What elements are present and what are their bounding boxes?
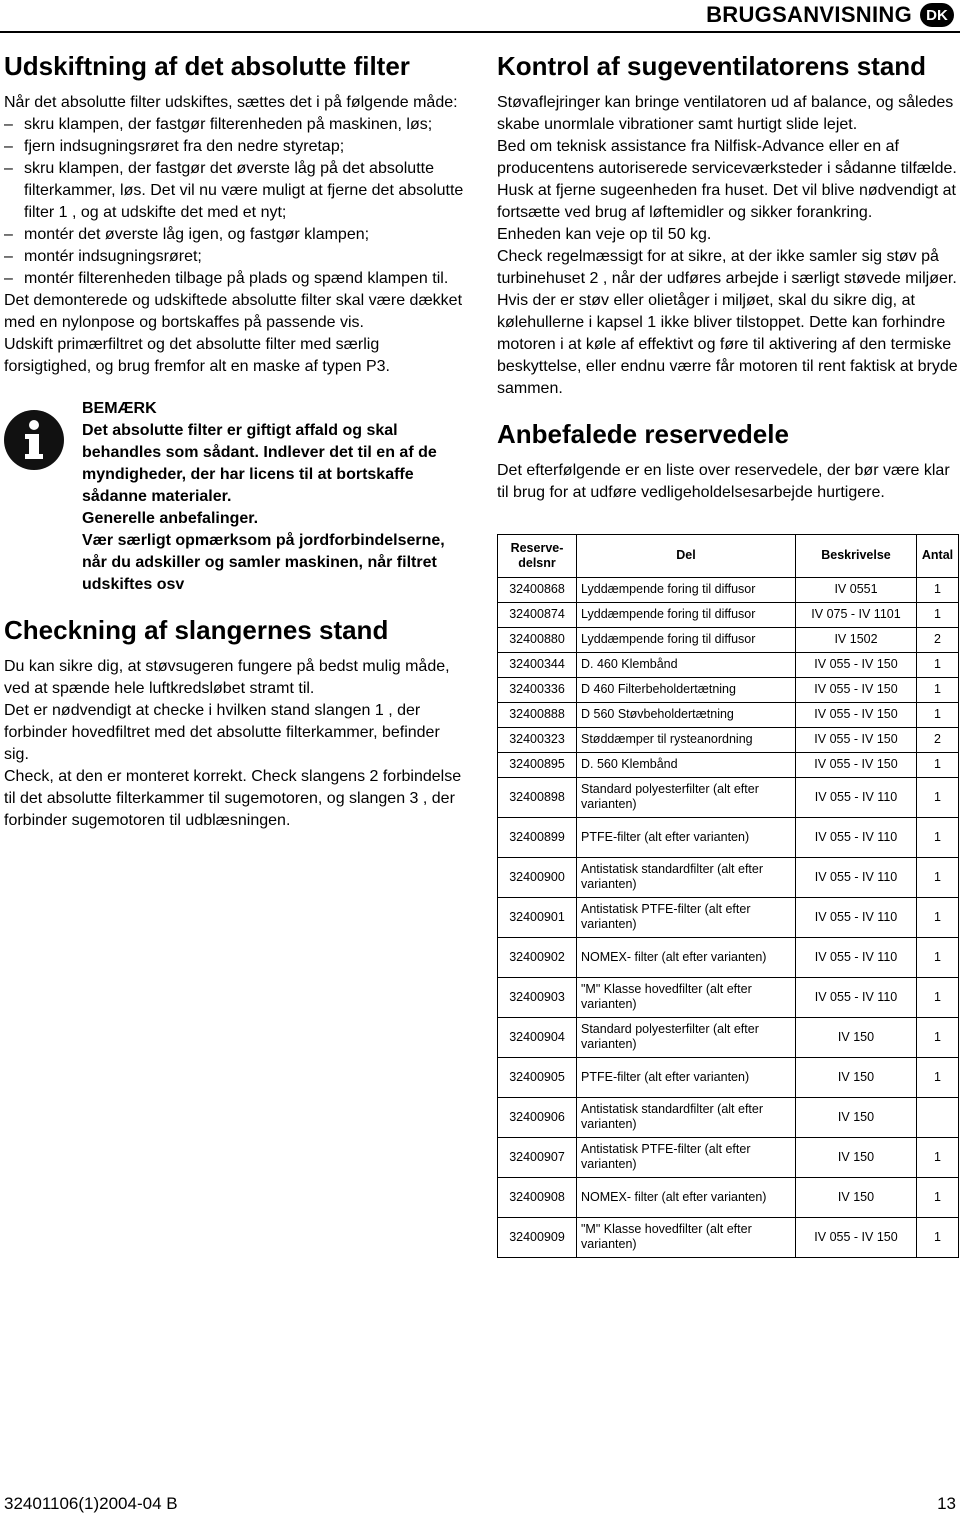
section-title-spare-parts: Anbefalede reservedele bbox=[497, 418, 789, 449]
table-row bbox=[498, 777, 959, 817]
part-name-cell: Lyddæmpende foring til diffusor bbox=[577, 627, 796, 652]
quantity-cell: 1 bbox=[917, 752, 959, 777]
list-item: – skru klampen, der fastgør filterenheden på maskinen, løs; bbox=[4, 114, 466, 136]
fan-text: Husk at fjerne sugeenheden fra huset. Det vil blive nødvendigt at fortsætte ved brug af løftemidler og sikker forankring. bbox=[497, 181, 956, 221]
part-name-cell: NOMEX- filter (alt efter varianten) bbox=[577, 1177, 796, 1217]
description-cell: IV 150 bbox=[796, 1177, 917, 1217]
quantity-cell: 1 bbox=[917, 1057, 959, 1097]
part-number-cell: 32400895 bbox=[498, 752, 577, 777]
description-cell: IV 0551 bbox=[796, 577, 917, 602]
part-number-cell: 32400323 bbox=[498, 727, 577, 752]
description-cell: IV 055 - IV 150 bbox=[796, 702, 917, 727]
table-row bbox=[498, 1017, 959, 1057]
quantity-cell: 1 bbox=[917, 777, 959, 817]
filter-mask-text: Udskift primærfiltret og det absolutte filter med særlig forsigtighed, og brug fremfor alt en maske af typen P3. bbox=[4, 335, 390, 375]
part-name-cell: NOMEX- filter (alt efter varianten) bbox=[577, 937, 796, 977]
quantity-cell: 1 bbox=[917, 1177, 959, 1217]
note-text bbox=[82, 398, 466, 596]
spare-parts-intro: Det efterfølgende er en liste over reservedele, der bør være klar til brug for at udføre vedligeholdelsesarbejde hurtigere. bbox=[497, 461, 950, 501]
part-name-cell: D 560 Støvbeholdertætning bbox=[577, 702, 796, 727]
part-name-cell: Antistatisk PTFE-filter (alt efter varianten) bbox=[577, 897, 796, 937]
list-item: – skru klampen, der fastgør det øverste låg på det absolutte filterkammer, løs. Det vil nu være muligt at fjerne det absolutte filter 1 , og at udskifte det med et nyt; bbox=[4, 158, 466, 224]
section-title-fan: Kontrol af sugeventilatorens stand bbox=[497, 51, 927, 81]
quantity-cell: 1 bbox=[917, 1217, 959, 1257]
part-name-cell: Lyddæmpende foring til diffusor bbox=[577, 577, 796, 602]
page-number: 13 bbox=[937, 1494, 956, 1513]
spare-parts-table bbox=[497, 534, 959, 1258]
table-row bbox=[498, 897, 959, 937]
table-row bbox=[498, 977, 959, 1017]
fan-text: Check regelmæssigt for at sikre, at der ikke samler sig støv på turbinehuset 2 , når der udføres arbejde i særligt støvede miljøer. bbox=[497, 247, 957, 287]
part-number-cell: 32400899 bbox=[498, 817, 577, 857]
quantity-cell: 1 bbox=[917, 977, 959, 1017]
description-cell: IV 055 - IV 150 bbox=[796, 652, 917, 677]
quantity-cell: 1 bbox=[917, 577, 959, 602]
description-cell: IV 055 - IV 110 bbox=[796, 857, 917, 897]
part-number-cell: 32400907 bbox=[498, 1137, 577, 1177]
language-badge: DK bbox=[920, 3, 954, 27]
part-name-cell: D. 460 Klembånd bbox=[577, 652, 796, 677]
description-cell: IV 055 - IV 150 bbox=[796, 727, 917, 752]
description-cell: IV 055 - IV 150 bbox=[796, 1217, 917, 1257]
table-row bbox=[498, 677, 959, 702]
note-line: Generelle anbefalinger. bbox=[82, 509, 259, 527]
part-number-cell: 32400903 bbox=[498, 977, 577, 1017]
quantity-cell: 1 bbox=[917, 857, 959, 897]
part-number-cell: 32400344 bbox=[498, 652, 577, 677]
description-cell: IV 150 bbox=[796, 1057, 917, 1097]
column-header-quantity: Antal bbox=[917, 534, 959, 577]
part-number-cell: 32400908 bbox=[498, 1177, 577, 1217]
table-row bbox=[498, 1097, 959, 1137]
table-row bbox=[498, 602, 959, 627]
page-header bbox=[706, 0, 960, 30]
list-item: – montér det øverste låg igen, og fastgør klampen; bbox=[4, 224, 466, 246]
part-name-cell: Standard polyesterfilter (alt efter varianten) bbox=[577, 1017, 796, 1057]
description-cell: IV 150 bbox=[796, 1017, 917, 1057]
note-line: Det absolutte filter er giftigt affald og skal behandles som sådant. Indlever det til en af de myndigheder, der har licens til at bortskaffe sådanne materialer. bbox=[82, 421, 437, 505]
part-number-cell: 32400880 bbox=[498, 627, 577, 652]
table-row bbox=[498, 577, 959, 602]
spare-parts-rows bbox=[498, 577, 959, 1257]
list-item: – montér filterenheden tilbage på plads og spænd klampen til. bbox=[4, 268, 466, 290]
table-row bbox=[498, 937, 959, 977]
part-name-cell: D 460 Filterbeholdertætning bbox=[577, 677, 796, 702]
fan-text: Støvaflejringer kan bringe ventilatoren ud af balance, og således skabe unormlale vibrationer samt hurtigt slide lejet. bbox=[497, 93, 954, 133]
part-name-cell: PTFE-filter (alt efter varianten) bbox=[577, 817, 796, 857]
table-row bbox=[498, 727, 959, 752]
part-name-cell: "M" Klasse hovedfilter (alt efter varianten) bbox=[577, 977, 796, 1017]
quantity-cell: 1 bbox=[917, 817, 959, 857]
quantity-cell: 1 bbox=[917, 652, 959, 677]
right-column bbox=[497, 52, 959, 1258]
left-column bbox=[4, 52, 466, 832]
part-number-cell: 32400868 bbox=[498, 577, 577, 602]
document-number: 32401106(1)2004-04 B bbox=[4, 1494, 178, 1513]
part-name-cell: D. 560 Klembånd bbox=[577, 752, 796, 777]
part-number-cell: 32400900 bbox=[498, 857, 577, 897]
part-name-cell: Støddæmper til rysteanordning bbox=[577, 727, 796, 752]
description-cell: IV 075 - IV 1101 bbox=[796, 602, 917, 627]
description-cell: IV 055 - IV 110 bbox=[796, 937, 917, 977]
info-icon bbox=[4, 410, 64, 470]
table-row bbox=[498, 1177, 959, 1217]
header-rule bbox=[0, 31, 960, 33]
description-cell: IV 055 - IV 150 bbox=[796, 677, 917, 702]
hoses-text: Check, at den er monteret korrekt. Check slangens 2 forbindelse til det absolutte filterkammer til sugemotoren, og slangen 3 , der forbinder sugemotoren til udblæsningen. bbox=[4, 767, 462, 829]
table-row bbox=[498, 857, 959, 897]
part-number-cell: 32400874 bbox=[498, 602, 577, 627]
header-title: BRUGSANVISNING bbox=[706, 2, 912, 27]
part-number-cell: 32400906 bbox=[498, 1097, 577, 1137]
part-number-cell: 32400898 bbox=[498, 777, 577, 817]
hoses-text: Det er nødvendigt at checke i hvilken stand slangen 1 , der forbinder hovedfiltret med det absolutte filterkammer, befinder sig. bbox=[4, 701, 440, 763]
part-name-cell: Antistatisk standardfilter (alt efter varianten) bbox=[577, 1097, 796, 1137]
description-cell: IV 150 bbox=[796, 1097, 917, 1137]
quantity-cell: 1 bbox=[917, 937, 959, 977]
filter-intro: Når det absolutte filter udskiftes, sættes det i på følgende måde: bbox=[4, 93, 458, 111]
quantity-cell: 1 bbox=[917, 677, 959, 702]
table-row bbox=[498, 1217, 959, 1257]
description-cell: IV 055 - IV 110 bbox=[796, 777, 917, 817]
section-title-filter: Udskiftning af det absolutte filter bbox=[4, 51, 410, 81]
description-cell: IV 1502 bbox=[796, 627, 917, 652]
quantity-cell: 1 bbox=[917, 1137, 959, 1177]
note-heading: BEMÆRK bbox=[82, 399, 157, 417]
part-number-cell: 32400888 bbox=[498, 702, 577, 727]
part-name-cell: Antistatisk standardfilter (alt efter varianten) bbox=[577, 857, 796, 897]
description-cell: IV 055 - IV 110 bbox=[796, 977, 917, 1017]
fan-text: Enheden kan veje op til 50 kg. bbox=[497, 225, 712, 243]
quantity-cell bbox=[917, 1097, 959, 1137]
note-line: Vær særligt opmærksom på jordforbindelserne, når du adskiller og samler maskinen, når filtret udskiftes osv bbox=[82, 531, 445, 593]
filter-steps bbox=[4, 114, 466, 290]
quantity-cell: 1 bbox=[917, 602, 959, 627]
table-row bbox=[498, 627, 959, 652]
table-row bbox=[498, 702, 959, 727]
hoses-text: Du kan sikre dig, at støvsugeren fungere på bedst mulig måde, ved at spænde hele luftkredsløbet stramt til. bbox=[4, 657, 450, 697]
part-name-cell: Standard polyesterfilter (alt efter varianten) bbox=[577, 777, 796, 817]
table-row bbox=[498, 652, 959, 677]
note-box bbox=[4, 398, 466, 596]
fan-text: Bed om teknisk assistance fra Nilfisk-Advance eller en af producentens autoriserede serviceværksteder i sådanne tilfælde. bbox=[497, 137, 957, 177]
filter-disposal-text: Det demonterede og udskiftede absolutte filter skal være dækket med en nylonpose og bortskaffes på passende vis. bbox=[4, 291, 463, 331]
description-cell: IV 150 bbox=[796, 1137, 917, 1177]
fan-text: Hvis der er støv eller olietåger i miljøet, skal du sikre dig, at kølehullerne i kapsel 1 ikke bliver tilstoppet. Dette kan forhindre motoren i at køle af effektivt og føre til aktivering af den termiske beskyttelse, eller endnu værre får motoren til rent faktisk at bryde sammen. bbox=[497, 291, 958, 397]
part-number-cell: 32400901 bbox=[498, 897, 577, 937]
part-number-cell: 32400904 bbox=[498, 1017, 577, 1057]
quantity-cell: 2 bbox=[917, 727, 959, 752]
list-item: – montér indsugningsrøret; bbox=[4, 246, 466, 268]
table-row bbox=[498, 817, 959, 857]
part-number-cell: 32400909 bbox=[498, 1217, 577, 1257]
part-name-cell: "M" Klasse hovedfilter (alt efter varianten) bbox=[577, 1217, 796, 1257]
table-row bbox=[498, 1137, 959, 1177]
quantity-cell: 2 bbox=[917, 627, 959, 652]
table-row bbox=[498, 1057, 959, 1097]
list-item: – fjern indsugningsrøret fra den nedre styretap; bbox=[4, 136, 466, 158]
description-cell: IV 055 - IV 110 bbox=[796, 897, 917, 937]
part-number-cell: 32400902 bbox=[498, 937, 577, 977]
quantity-cell: 1 bbox=[917, 1017, 959, 1057]
part-number-cell: 32400905 bbox=[498, 1057, 577, 1097]
quantity-cell: 1 bbox=[917, 897, 959, 937]
part-name-cell: Antistatisk PTFE-filter (alt efter varianten) bbox=[577, 1137, 796, 1177]
table-row bbox=[498, 752, 959, 777]
section-title-hoses: Checkning af slangernes stand bbox=[4, 614, 389, 645]
column-header-part: Del bbox=[577, 534, 796, 577]
part-name-cell: PTFE-filter (alt efter varianten) bbox=[577, 1057, 796, 1097]
column-header-part-no: Reserve-delsnr bbox=[498, 534, 577, 577]
description-cell: IV 055 - IV 150 bbox=[796, 752, 917, 777]
part-name-cell: Lyddæmpende foring til diffusor bbox=[577, 602, 796, 627]
description-cell: IV 055 - IV 110 bbox=[796, 817, 917, 857]
column-header-description: Beskrivelse bbox=[796, 534, 917, 577]
quantity-cell: 1 bbox=[917, 702, 959, 727]
part-number-cell: 32400336 bbox=[498, 677, 577, 702]
